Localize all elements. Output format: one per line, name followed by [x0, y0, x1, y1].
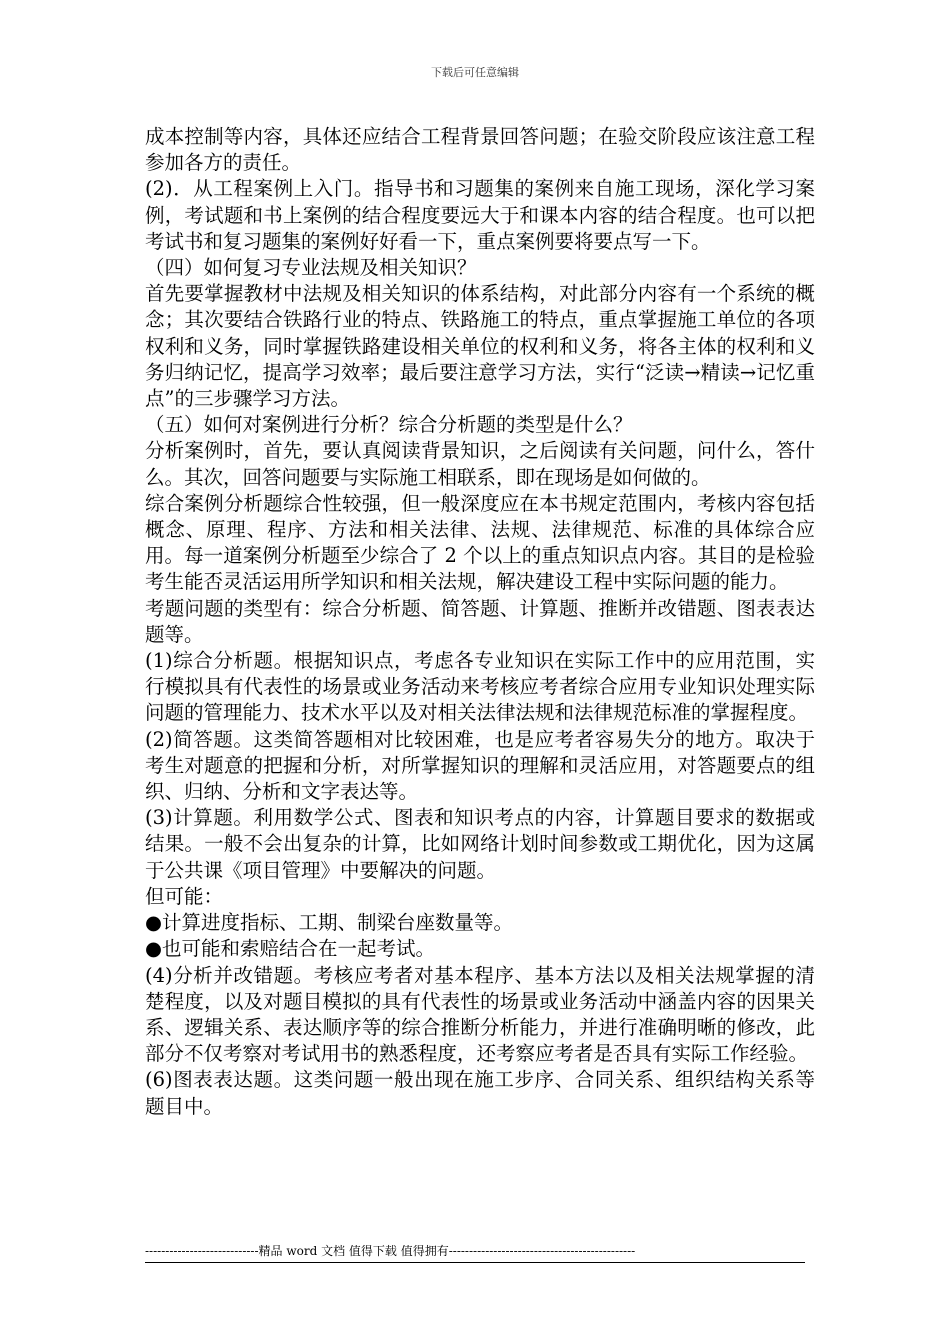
paragraph: 综合案例分析题综合性较强，但一般深度应在本书规定范围内，考核内容包括概念、原理、程序、方法和相关法律、法规、法律规范、标准的具体综合应用。每一道案例分析题至少综合了 2 个以上的重点知识点内容。其目的是检验考生能否灵活运用所学知识和相关法规，解决建设工程中实际问题的能力。 — [145, 491, 815, 594]
footer-divider — [145, 1262, 805, 1263]
section-heading: （四）如何复习专业法规及相关知识？ — [145, 256, 477, 280]
paragraph: 分析案例时，首先，要认真阅读背景知识，之后阅读有关问题，问什么，答什么。其次，回答问题要与实际施工相联系，即在现场是如何做的。 — [145, 439, 815, 489]
page-header-note: 下载后可任意编辑 — [431, 66, 519, 79]
paragraph: (6)图表表达题。这类问题一般出现在施工步序、合同关系、组织结构关系等题目中。 — [145, 1068, 815, 1118]
bullet-item: ●计算进度指标、工期、制梁台座数量等。 — [145, 911, 514, 935]
paragraph: 考题问题的类型有：综合分析题、简答题、计算题、推断并改错题、图表表达题等。 — [145, 596, 815, 646]
paragraph: (4)分析并改错题。考核应考者对基本程序、基本方法以及相关法规掌握的清楚程度，以及对题目模拟的具有代表性的场景或业务活动中涵盖内容的因果关系、逻辑关系、表达顺序等的综合推断分析能力，并进行准确明晰的修改，此部分不仅考察对考试用书的熟悉程度，还考察应考者是否具有实际工作经验。 — [145, 963, 815, 1066]
footer-text: ----------------------------精品 word 文档 值得下载 值得拥有---------------------------------------------- — [145, 1244, 636, 1258]
paragraph: (2)．从工程案例上入门。指导书和习题集的案例来自施工现场，深化学习案例，考试题和书上案例的结合程度要远大于和课本内容的结合程度。也可以把考试书和复习题集的案例好好看一下，重点案例要将要点写一下。 — [145, 177, 815, 253]
bullet-item: ●也可能和索赔结合在一起考试。 — [145, 937, 436, 961]
paragraph: (3)计算题。利用数学公式、图表和知识考点的内容，计算题目要求的数据或结果。一般不会出复杂的计算，比如网络计划时间参数或工期优化，因为这属于公共课《项目管理》中要解决的问题。 — [145, 806, 815, 882]
paragraph: 但可能： — [145, 884, 224, 908]
paragraph: (1)综合分析题。根据知识点，考虑各专业知识在实际工作中的应用范围，实行模拟具有代表性的场景或业务活动来考核应考者综合应用专业知识处理实际问题的管理能力、技术水平以及对相关法律法规和法律规范标准的掌握程度。 — [145, 649, 815, 725]
section-heading: （五）如何对案例进行分析？综合分析题的类型是什么？ — [145, 413, 633, 437]
document-body — [145, 124, 815, 1120]
paragraph: 成本控制等内容，具体还应结合工程背景回答问题；在验交阶段应该注意工程参加各方的责任。 — [145, 125, 815, 175]
paragraph: 首先要掌握教材中法规及相关知识的体系结构，对此部分内容有一个系统的概念；其次要结合铁路行业的特点、铁路施工的特点，重点掌握施工单位的各项权利和义务，同时掌握铁路建设相关单位的权利和义务，将各主体的权利和义务归纳记忆，提高学习效率；最后要注意学习方法，实行“泛读→精读→记忆重点”的三步骤学习方法。 — [145, 282, 815, 411]
paragraph: (2)简答题。这类简答题相对比较困难，也是应考者容易失分的地方。取决于考生对题意的把握和分析，对所掌握知识的理解和灵活应用，对答题要点的组织、归纳、分析和文字表达等。 — [145, 727, 815, 804]
